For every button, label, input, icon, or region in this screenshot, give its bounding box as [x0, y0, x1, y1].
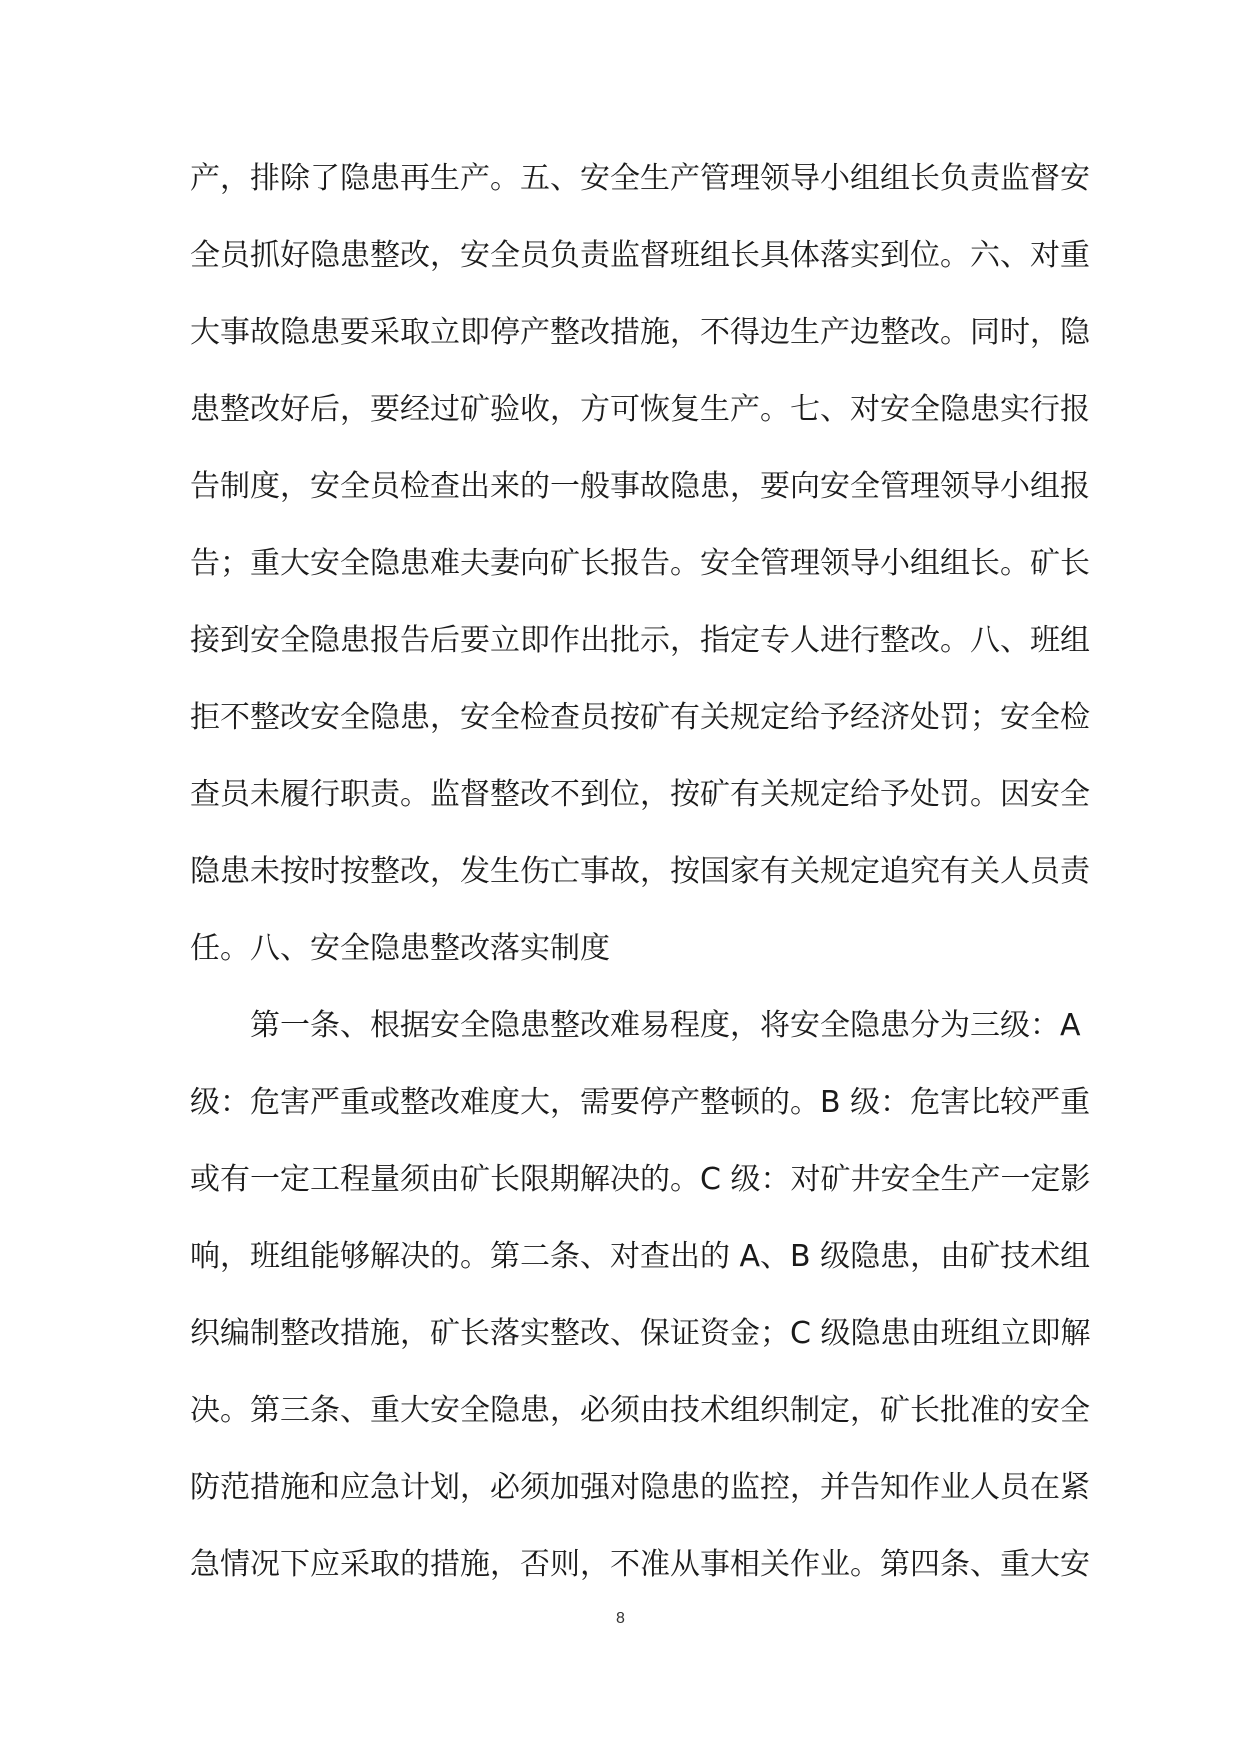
text-line: 响，班组能够解决的。第二条、对查出的 A、B 级隐患，由矿技术组 [190, 1239, 1091, 1274]
text-line: 全员抓好隐患整改，安全员负责监督班组长具体落实到位。六、对重 [190, 238, 1090, 273]
text-line: 织编制整改措施，矿长落实整改、保证资金；C 级隐患由班组立即解 [190, 1316, 1091, 1351]
text-line: 拒不整改安全隐患，安全检查员按矿有关规定给予经济处罚；安全检 [190, 700, 1090, 735]
text-line: 急情况下应采取的措施，否则，不准从事相关作业。第四条、重大安 [190, 1547, 1090, 1582]
text-line: 任。八、安全隐患整改落实制度 [190, 931, 610, 966]
text-line: 决。第三条、重大安全隐患，必须由技术组织制定，矿长批准的安全 [190, 1393, 1090, 1428]
text-line: 大事故隐患要采取立即停产整改措施，不得边生产边整改。同时，隐 [190, 315, 1090, 350]
text-line: 查员未履行职责。监督整改不到位，按矿有关规定给予处罚。因安全 [190, 777, 1090, 812]
text-line: 级：危害严重或整改难度大，需要停产整顿的。B 级：危害比较严重 [190, 1085, 1091, 1120]
page-number: 8 [616, 1610, 625, 1627]
text-line: 接到安全隐患报告后要立即作出批示，指定专人进行整改。八、班组 [190, 623, 1090, 658]
text-line: 第一条、根据安全隐患整改难易程度，将安全隐患分为三级：A [190, 1008, 1081, 1043]
body-text [190, 140, 1091, 1603]
text-line: 防范措施和应急计划，必须加强对隐患的监控，并告知作业人员在紧 [190, 1470, 1090, 1505]
text-line: 或有一定工程量须由矿长限期解决的。C 级：对矿井安全生产一定影 [190, 1162, 1091, 1197]
text-line: 告；重大安全隐患难夫妻向矿长报告。安全管理领导小组组长。矿长 [190, 546, 1090, 581]
text-line: 告制度，安全员检查出来的一般事故隐患，要向安全管理领导小组报 [190, 469, 1090, 504]
text-line: 隐患未按时按整改，发生伤亡事故，按国家有关规定追究有关人员责 [190, 854, 1090, 889]
text-line: 产，排除了隐患再生产。五、安全生产管理领导小组组长负责监督安 [190, 161, 1090, 196]
text-line: 患整改好后，要经过矿验收，方可恢复生产。七、对安全隐患实行报 [190, 392, 1090, 427]
